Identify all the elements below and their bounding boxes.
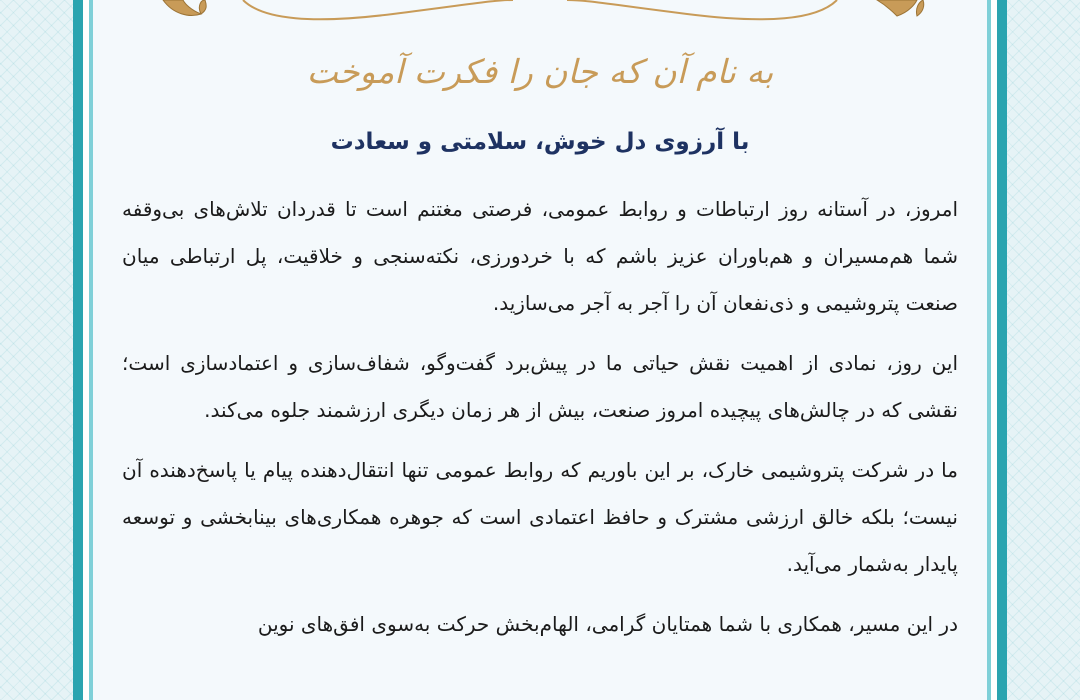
- message-body: [122, 186, 958, 661]
- paragraph-4: در این مسیر، همکاری با شما همتایان گرامی، الهام‌بخش حرکت به‌سوی افق‌های نوین: [257, 612, 958, 636]
- paragraph-2: این روز، نمادی از اهمیت نقش حیاتی ما در پیش‌برد گفت‌وگو، شفاف‌سازی و اعتمادسازی است؛ نقشی که در چالش‌های پیچیده امروز صنعت، بیش از هر زمان دیگری ارزشمند جلوه می‌کند.: [122, 351, 958, 422]
- calligraphic-title: به نام آن که جان را فکرت آموخت: [306, 52, 774, 91]
- gold-floral-ornament-icon: [93, 0, 987, 30]
- paragraph-1: امروز، در آستانه روز ارتباطات و روابط عمومی، فرصتی مغتنم است تا قدردان تلاش‌های بی‌وقفه شما هم‌مسیران و هم‌باوران عزیز باشم که با خردورزی، نکته‌سنجی و خلاقیت، پل ارتباطی میان صنعت پتروشیمی و ذی‌نفعان آن را آجر به آجر می‌سازید.: [122, 197, 958, 315]
- paragraph-3: ما در شرکت پتروشیمی خارک، بر این باوریم که روابط عمومی تنها انتقال‌دهنده پیام یا پاسخ‌دهنده آن نیست؛ بلکه خالق ارزشی مشترک و حافظ اعتمادی است که جوهره همکاری‌های بینابخشی و توسعه پایدار به‌شمار می‌آید.: [122, 458, 958, 576]
- subtitle: با آرزوی دل خوش، سلامتی و سعادت: [330, 129, 750, 155]
